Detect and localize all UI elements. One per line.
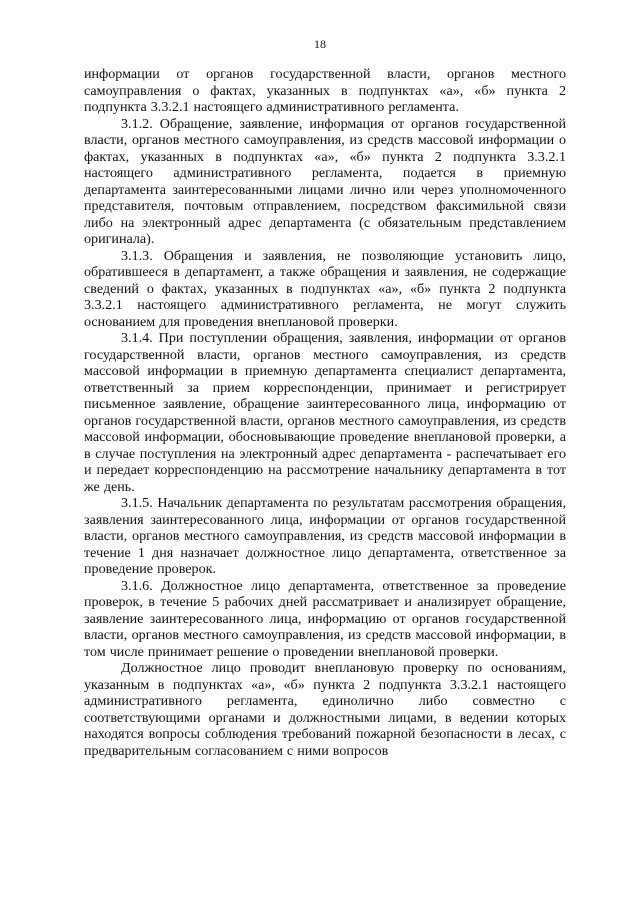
paragraph-continuation: информации от органов государственной власти, органов местного самоуправления о фактах, указанных в подпунктах «а», «б» пункта 2 подпункта 3.3.2.1 настоящего административного регламента. — [84, 66, 566, 115]
page-number: 18 — [314, 37, 326, 51]
paragraph-3-1-4: 3.1.4. При поступлении обращения, заявления, информации от органов государственной власти, органов местного самоуправления, из средств массовой информации в приемную департамента специалист департамента, ответственный за прием корреспонденции, принимает и регистрирует письменное заявление, обращение заинтересованного лица, информацию от органов государственной власти, органов местного самоуправления, из средств массовой информации, обосновывающие проведение внеплановой проверки, а в случае поступления на электронный адрес департамента - распечатывает его и передает корреспонденцию на рассмотрение начальнику департамента в тот же день. — [84, 330, 566, 495]
paragraph-3-1-6: 3.1.6. Должностное лицо департамента, ответственное за проведение проверок, в течение 5 рабочих дней рассматривает и анализирует обращение, заявление заинтересованного лица, информацию от органов государственной власти, органов местного самоуправления, из средств массовой информации, в том числе принимает решение о проведении внеплановой проверки. — [84, 577, 566, 660]
document-body — [84, 66, 566, 759]
paragraph-3-1-5: 3.1.5. Начальник департамента по результатам рассмотрения обращения, заявления заинтересованного лица, информации от органов государственной власти, органов местного самоуправления, из средств массовой информации в течение 1 дня назначает должностное лицо департамента, ответственное за проведение проверок. — [84, 495, 566, 577]
paragraph-3-1-3: 3.1.3. Обращения и заявления, не позволяющие установить лицо, обратившееся в департамент, а также обращения и заявления, не содержащие сведений о фактах, указанных в подпунктах «а», «б» пункта 2 подпункта 3.3.2.1 настоящего административного регламента, не могут служить основанием для проведения внеплановой проверки. — [84, 247, 566, 330]
paragraph-unscheduled-inspection: Должностное лицо проводит внеплановую проверку по основаниям, указанным в подпунктах «а», «б» пункта 2 подпункта 3.3.2.1 настоящего административного регламента, единолично либо совместно с соответствующими органами и должностными лицами, в ведении которых находятся вопросы соблюдения требований пожарной безопасности в лесах, с предварительным согласованием с ними вопросов — [84, 660, 566, 759]
paragraph-3-1-2: 3.1.2. Обращение, заявление, информация от органов государственной власти, органов местного самоуправления, из средств массовой информации о фактах, указанных в подпунктах «а», «б» пункта 2 подпункта 3.3.2.1 настоящего административного регламента, подается в приемную департамента заинтересованными лицами лично или через уполномоченного представителя, почтовым отправлением, посредством факсимильной связи либо на электронный адрес департамента (с обязательным представлением оригинала). — [84, 115, 566, 247]
